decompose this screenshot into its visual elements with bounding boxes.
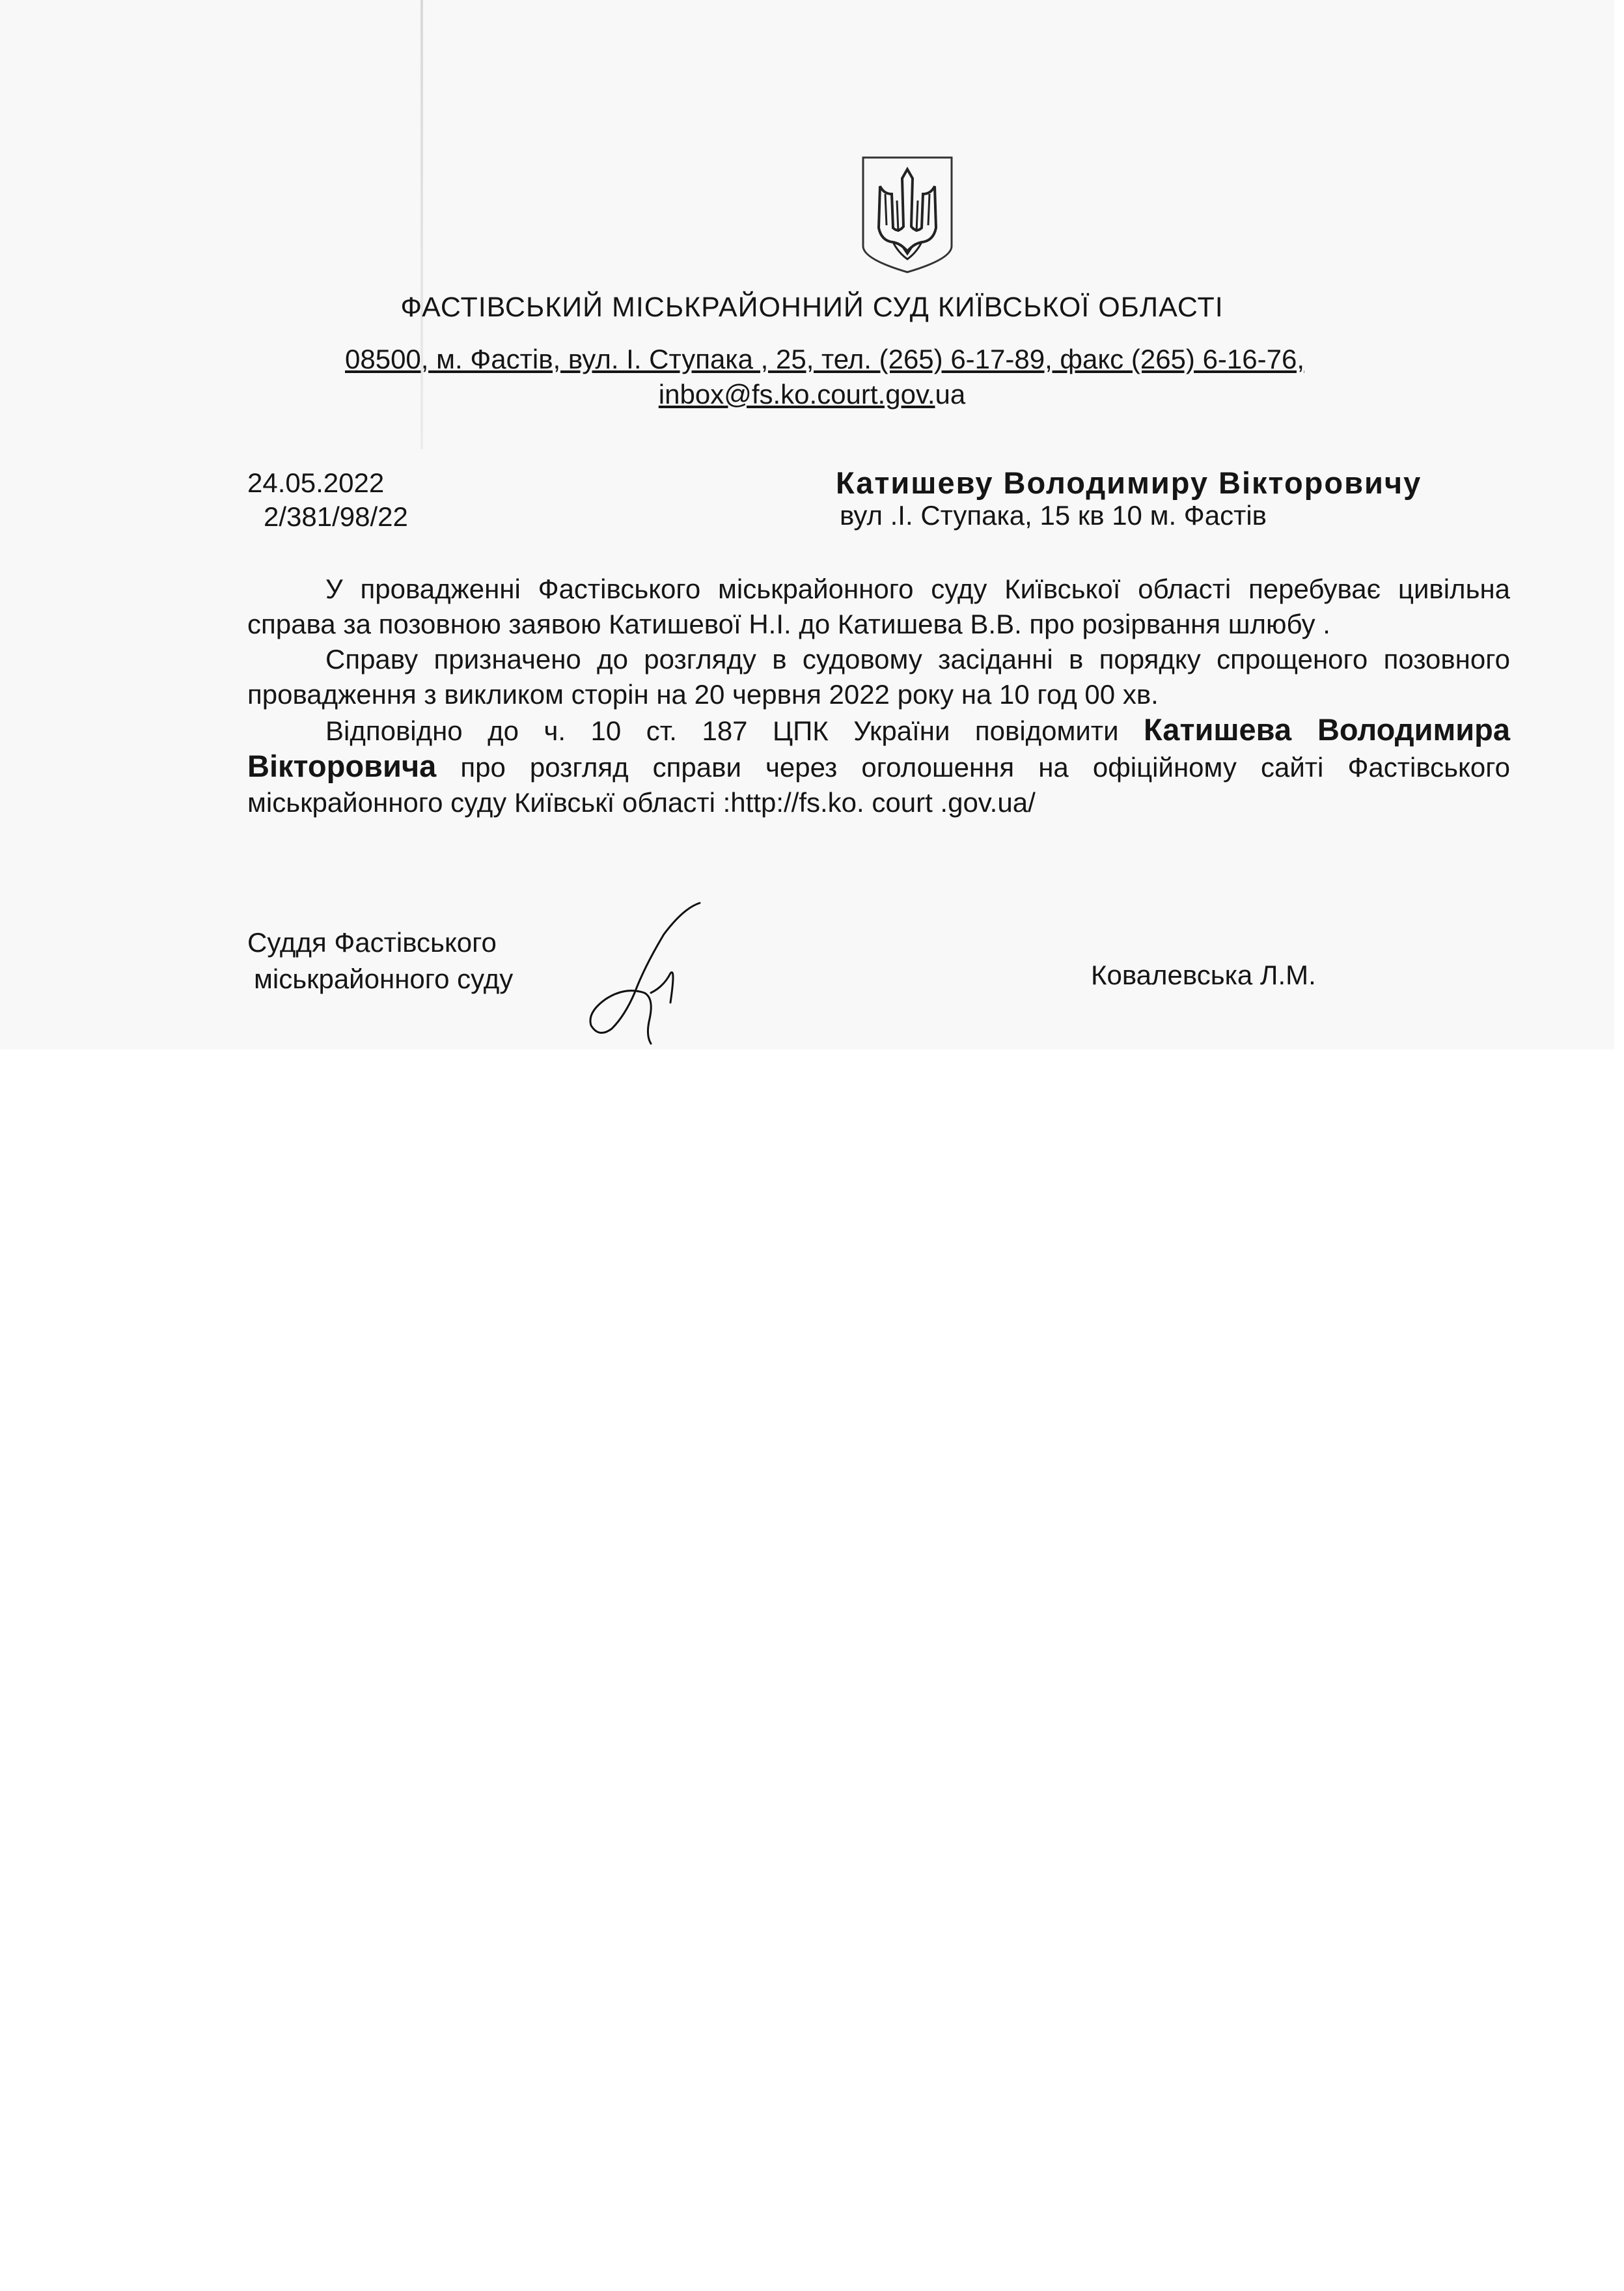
body-paragraph-3 bbox=[247, 712, 1510, 820]
case-number: 2/381/98/22 bbox=[264, 501, 408, 532]
court-email-suffix: ua bbox=[935, 379, 966, 410]
handwritten-signature bbox=[573, 895, 723, 1045]
body-p3-bold-name: Катишева Володимира Вікторовича bbox=[247, 712, 1511, 783]
body-paragraph-1: У провадженні Фастівського міськрайонного суду Київської області перебуває цивільна справа за позовною заявою Катишевої Н.І. до Катишева В.В. про розірвання шлюбу . bbox=[247, 574, 1510, 639]
body-p3-before: Відповідно до ч. 10 ст. 187 ЦПК України повідомити bbox=[325, 715, 1144, 746]
recipient-address: вул .І. Ступака, 15 кв 10 м. Фастів bbox=[840, 500, 1267, 531]
court-name: ФАСТІВСЬКИЙ МІСЬКРАЙОННИЙ СУД КИЇВСЬКОЇ ОБЛАСТІ bbox=[400, 292, 1224, 323]
scanned-letter bbox=[0, 0, 1614, 1049]
body-paragraph-2: Справу призначено до розгляду в судовому засіданні в порядку спрощеного позовного провадження з викликом сторін на 20 червня 2022 року на 10 год 00 хв. bbox=[247, 644, 1510, 710]
recipient-name: Катишеву Володимиру Вікторовичу bbox=[836, 465, 1422, 500]
judge-name: Ковалевська Л.М. bbox=[1091, 960, 1316, 990]
court-address: 08500, м. Фастів, вул. І. Ступака , 25, тел. (265) 6-17-89, факс (265) 6-16-76, bbox=[345, 344, 1304, 374]
court-email: inbox@fs.ko.court.gov. bbox=[658, 379, 935, 410]
letter-date: 24.05.2022 bbox=[247, 467, 385, 498]
judge-role-line-2: міськрайонного суду bbox=[254, 964, 514, 994]
court-email-line bbox=[0, 379, 1624, 410]
letter-body bbox=[247, 572, 1510, 820]
judge-role-line-1: Суддя Фастівського bbox=[247, 927, 497, 958]
trident-coat-of-arms-icon bbox=[859, 155, 956, 275]
judge-role bbox=[247, 924, 513, 997]
body-p3-after: про розгляд справи через оголошення на офіційному сайті Фастівського міськрайонного суду Київськї області :http://fs.ko. court .gov.ua/ bbox=[247, 752, 1510, 818]
